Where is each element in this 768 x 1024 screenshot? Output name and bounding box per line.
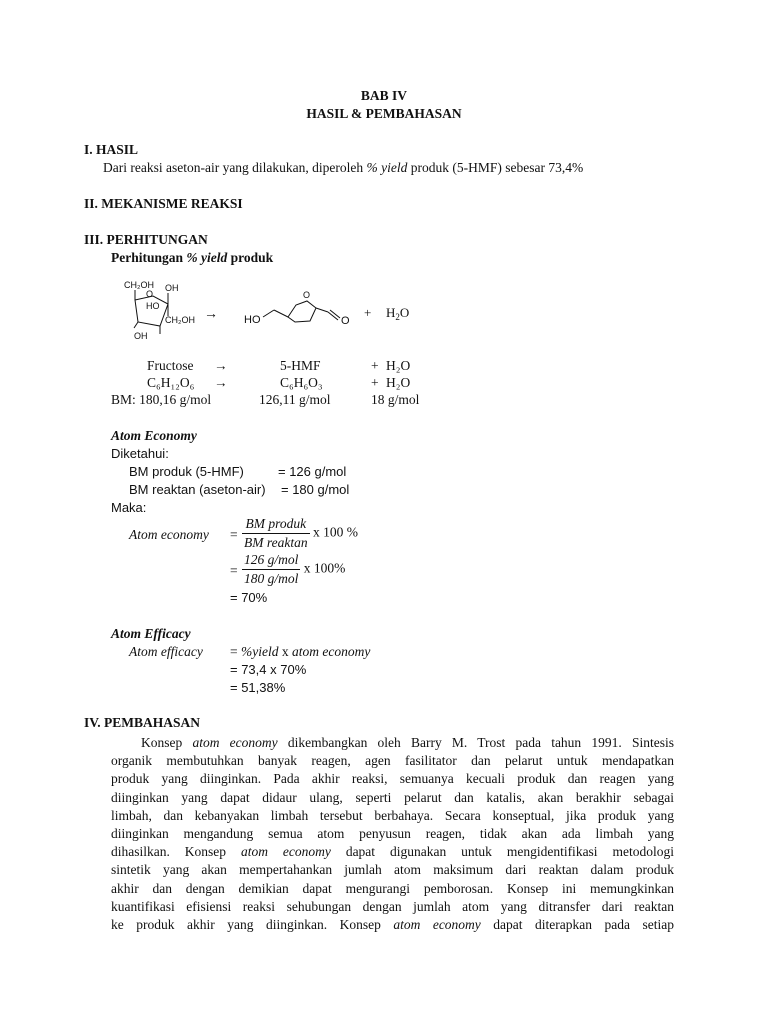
paragraph-line — [111, 843, 674, 861]
row3-product-mass: 126,11 g/mol — [259, 392, 331, 407]
subheading-text-italic: % yield — [186, 250, 228, 265]
paragraph-text: diinginkan mengandung semua atom penyusun reagen, tidak akan ada limbah yang — [111, 826, 674, 842]
frac1-tail: x 100 % — [312, 524, 358, 540]
paragraph-line — [111, 916, 674, 934]
paragraph-italic-term: atom economy — [192, 735, 278, 750]
paragraph-line — [111, 734, 674, 752]
reaction-arrow-icon: → — [204, 307, 218, 322]
row1-arrow: → — [214, 358, 228, 373]
atom-economy-fraction1 — [242, 516, 358, 551]
hmf-structure — [263, 301, 340, 322]
frac1-numerator: BM produk — [242, 516, 310, 534]
paragraph-line — [111, 752, 674, 770]
fructose-oh-bottom: OH — [134, 331, 148, 341]
atom-economy-fraction2 — [242, 552, 345, 587]
row1-reactant: Fructose — [147, 358, 194, 373]
reaction-structures — [110, 276, 440, 346]
hmf-ring-oxygen: O — [303, 290, 311, 300]
fructose-ch2oh-right: CH₂OH — [165, 315, 195, 325]
paragraph-line — [111, 825, 674, 843]
water-o: O — [399, 305, 410, 320]
paragraph-line — [111, 898, 674, 916]
bm-product-label: BM produk (5-HMF) — [129, 464, 244, 479]
fructose-ho-inner: HO — [146, 301, 160, 311]
section-heading-perhitungan: III. PERHITUNGAN — [84, 232, 208, 247]
hmf-ho-label: HO — [244, 314, 261, 326]
fructose-ch2oh-top: CH₂OH — [124, 280, 154, 290]
paragraph-text: dihasilkan. Konsep — [111, 844, 241, 860]
row2-arrow: → — [214, 375, 228, 390]
row3-reactant-mass: BM: 180,16 g/mol — [111, 392, 212, 407]
paragraph-text: ke produk akhir yang diinginkan. Konsep — [111, 917, 394, 933]
row1-plus: + — [371, 358, 379, 373]
paragraph-line — [111, 807, 674, 825]
bm-product-value: = 126 g/mol — [278, 464, 347, 479]
hasil-sentence — [103, 160, 583, 176]
water-sub: 2 — [395, 312, 400, 322]
then-label: Maka: — [111, 500, 147, 515]
row3-water-mass: 18 g/mol — [371, 392, 420, 407]
atom-economy-formula-label: Atom economy — [129, 527, 209, 542]
paragraph-line — [111, 861, 674, 879]
paragraph-text: kuantifikasi efisiensi reaksi sehubungan dengan jumlah atom yang ditransfer dari reaktan — [111, 898, 674, 914]
bm-reactant-label: BM reaktan (aseton-air) — [129, 482, 266, 497]
atom-economy-heading: Atom Economy — [111, 428, 197, 443]
bm-reactant-value: = 180 g/mol — [281, 482, 350, 497]
hasil-text-before: Dari reaksi aseton-air yang dilakukan, diperoleh — [103, 160, 367, 175]
paragraph-text: dikembangkan oleh Barry M. Trost pada tahun 1991. Sintesis — [277, 735, 674, 750]
paragraph-text: dapat diterapkan pada setiap — [480, 917, 674, 933]
fructose-ring-oxygen: O — [146, 289, 154, 299]
hasil-text-italic: % yield — [366, 160, 408, 175]
paragraph-italic-term: atom economy — [240, 844, 331, 860]
paragraph-line — [111, 770, 674, 788]
subheading-text-after: produk — [227, 250, 274, 265]
paragraph-text: sintetik yang akan mempertahankan jumlah atom maksimum dari reaktan dalam produk — [111, 862, 674, 878]
paragraph-text: organik membutuhkan banyak reagen, agen fasilitator dan pelarut untuk mendapatkan — [111, 753, 674, 769]
atom-economy-eq: = — [230, 527, 238, 542]
frac1-denominator: BM reaktan — [244, 535, 308, 550]
row1-water: H₂O — [386, 358, 411, 373]
paragraph-text: limbah, dan kebanyakan limbah tersebut berbahaya. Secara konseptual, jika produk yang — [111, 807, 674, 823]
structure-plus: + — [364, 305, 372, 320]
document-title: HASIL & PEMBAHASAN — [306, 106, 462, 121]
subheading-text-before: Perhitungan — [111, 250, 187, 265]
paragraph-italic-term: atom economy — [393, 917, 481, 933]
paragraph-line — [111, 880, 674, 898]
frac2-numerator: 126 g/mol — [242, 552, 300, 570]
pembahasan-paragraph — [111, 734, 674, 934]
efficacy-times: x — [278, 644, 292, 659]
efficacy-atom-economy: atom economy — [291, 644, 371, 659]
paragraph-text: akhir dan dengan demikian dapat mengurangi pemborosan. Konsep ini memungkinkan — [111, 880, 674, 896]
atom-efficacy-line2: = 73,4 x 70% — [230, 662, 307, 677]
paragraph-text: Konsep — [141, 735, 193, 750]
perhitungan-subheading — [111, 250, 273, 266]
atom-efficacy-heading: Atom Efficacy — [111, 626, 191, 641]
row2-water: H₂O — [386, 375, 411, 390]
structure-water — [386, 305, 409, 322]
known-label: Diketahui: — [111, 446, 169, 461]
paragraph-text: produk yang diinginkan. Pada akhir reaksi, semuanya kecuali produk dan reagen yang — [111, 771, 674, 787]
hasil-text-after: produk (5-HMF) sebesar 73,4% — [407, 160, 584, 175]
paragraph-text: dapat digunakan untuk mengidentifikasi metodologi — [330, 844, 674, 860]
water-h: H — [386, 305, 396, 320]
efficacy-yield: %yield — [241, 644, 279, 659]
paragraph-line — [111, 789, 674, 807]
section-heading-mekanisme: II. MEKANISME REAKSI — [84, 196, 243, 211]
atom-economy-eq2: = — [230, 563, 238, 578]
section-heading-pembahasan: IV. PEMBAHASAN — [84, 715, 201, 730]
chapter-title: BAB IV — [360, 88, 408, 103]
row1-product: 5-HMF — [280, 358, 321, 373]
efficacy-eq: = — [230, 644, 241, 659]
atom-efficacy-line3: = 51,38% — [230, 680, 286, 695]
frac2-denominator: 180 g/mol — [244, 571, 299, 586]
paragraph-text: diinginkan yang dapat didaur ulang, seperti pelarut dan katalis, akan berakhir sebagai — [111, 789, 674, 805]
fructose-oh-right: OH — [165, 283, 179, 293]
atom-efficacy-formula — [230, 644, 370, 660]
atom-economy-result: = 70% — [230, 590, 268, 605]
frac2-tail: x 100% — [303, 560, 346, 576]
row2-plus: + — [371, 375, 379, 390]
hmf-aldehyde-oxygen: O — [341, 315, 350, 327]
atom-efficacy-formula-label: Atom efficacy — [129, 644, 203, 659]
section-heading-hasil: I. HASIL — [84, 142, 139, 157]
row2-reactant: C₆H₁₂O₆ — [147, 375, 195, 390]
row2-product: C₆H₆O₃ — [280, 375, 323, 390]
